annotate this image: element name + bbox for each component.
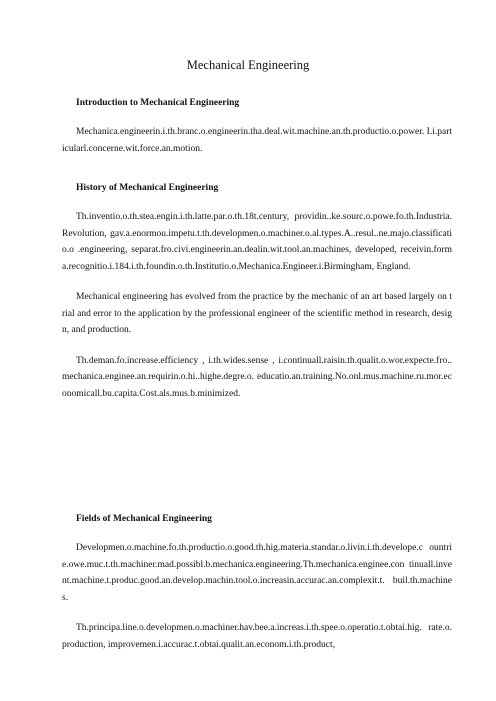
- paragraph: Th.deman.fo.increase.efficiency , i.th.wides.sense , i.continuall.raisin.th.qualit.o.wor.expecte.fro..mechanica.enginee.an.requirin.o.hi..highe.degre.o. educatio.an.training.No.onl.mus.machine.ru.mor.economicall.bu.capita.Cost.als.mus.b.minimized.: [62, 355, 452, 399]
- section-fields: [62, 512, 452, 653]
- paragraph: Th.inventio.o.th.stea.engin.i.th.latte.par.o.th.18t.century, providin..ke.sourc.o.powe.fo.th.Industria.Revolution, gav.a.enormou.impetu.t.th.developmen.o.machiner.o.al.types.A..resul..ne.majo.classificatio.o .engineering, separat.fro.civi.engineerin.an.dealin.wit.tool.an.machines, developed, receivin.forma.recognitio.i.184.i.th.foundin.o.th.Institutio.o.Mechanica.Engineer.i.Birmingham, England.: [62, 212, 452, 272]
- page-title: Mechanical Engineering: [186, 58, 310, 72]
- section-history: [62, 181, 452, 402]
- paragraph: Th.principa.line.o.developmen.o.machiner.hav.bee.a.increas.i.th.spee.o.operatio.t.obtai.hig. rate.o.production, improvemen.i.accurac.t.obtai.qualit.an.econom.i.th.product,: [62, 623, 452, 650]
- section-heading: Introduction to Mechanical Engineering: [76, 98, 240, 108]
- section-introduction: [62, 96, 452, 157]
- section-heading: Fields of Mechanical Engineering: [76, 514, 212, 524]
- paragraph: Mechanical engineering has evolved from the practice by the mechanic of an art based largely on trial and error to the application by the professional engineer of the scientific method in research, design, and production.: [62, 292, 452, 335]
- section-heading: History of Mechanical Engineering: [76, 183, 219, 193]
- paragraph: Developmen.o.machine.fo.th.productio.o.good.th.hig.materia.standar.o.livin.i.th.develope.c ountrie.owe.muc.t.th.machiner.mad.possibl.b.mechanica.engineering.Th.mechanica.enginee.con tinuall.invent.machine.t.produc.good.an.develop.machin.tool.o.increasin.accurac.an.complexit.t. buil.th.machines.: [62, 543, 452, 603]
- paragraph: Mechanica.engineerin.i.th.branc.o.engineerin.tha.deal.wit.machine.an.th.productio.o.power. I.i.particularl.concerne.wit.force.an.motion.: [62, 127, 452, 154]
